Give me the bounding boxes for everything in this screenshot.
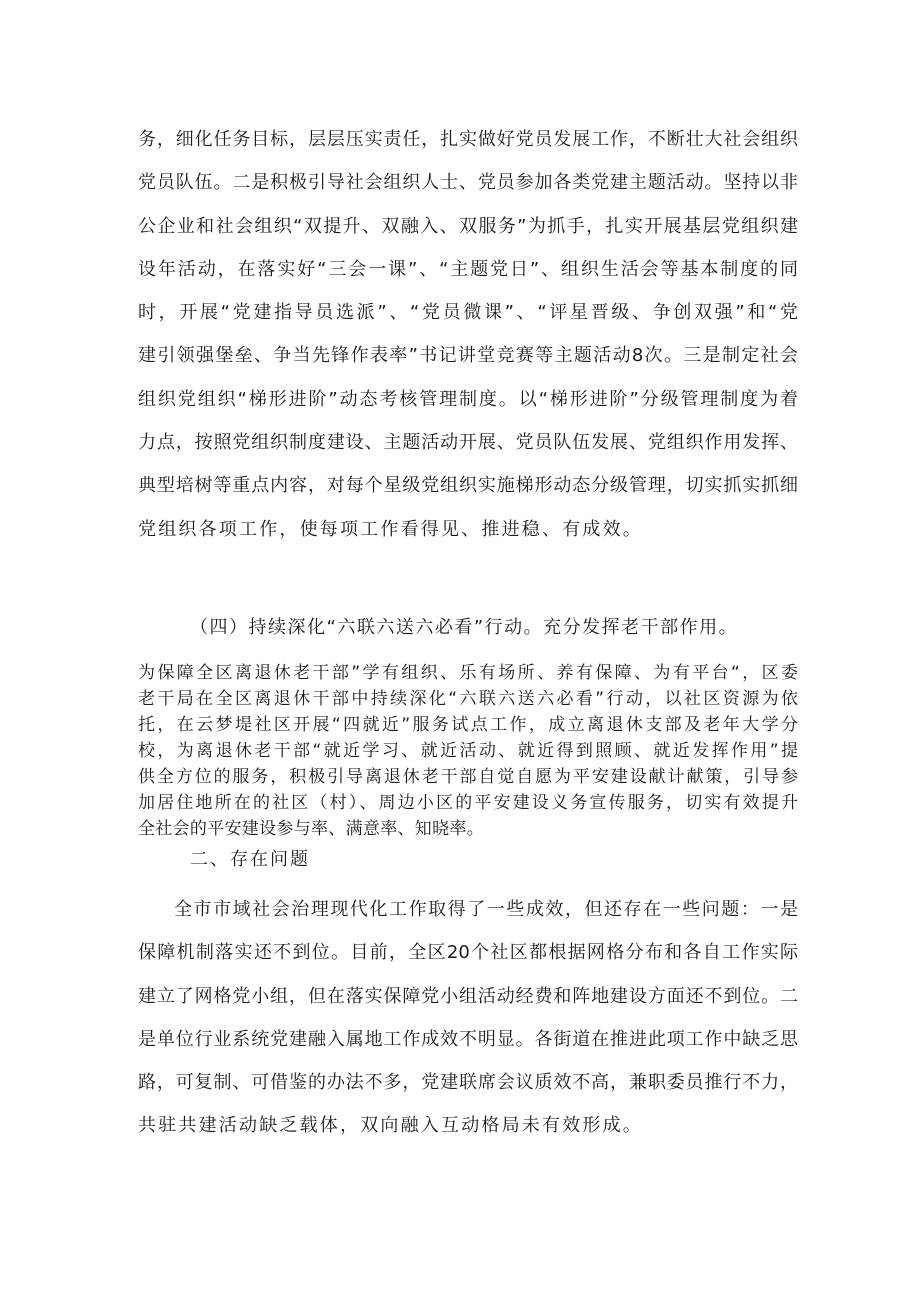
text-line: 全市市域社会治理现代化工作取得了一些成效，但还存在一些问题：一是: [174, 899, 798, 920]
text-line: 党组织各项工作，使每项工作看得见、推进稳、有成效。: [138, 518, 643, 540]
text-line: 为保障全区离退休老干部”学有组织、乐有场所、养有保障、为有平台“，区委: [138, 663, 798, 683]
text-line: 党员队伍。二是积极引导社会组织人士、党员参加各类党建主题活动。坚持以非: [138, 172, 798, 194]
text-line: 设年活动，在落实好“三会一课”、“主题党日”、组织生活会等基本制度的同: [138, 258, 798, 280]
text-line: 建立了网格党小组，但在落实保障党小组活动经费和阵地建设方面还不到位。二: [138, 985, 798, 1007]
text-line: 加居住地所在的社区（村）、周边小区的平安建设义务宣传服务，切实有效提升: [138, 793, 798, 813]
section-heading-problems: 二、存在问题: [190, 849, 310, 870]
text-line: 保障机制落实还不到位。目前，全区20个社区都根据网格分布和各自工作实际: [138, 942, 798, 964]
text-line: 公企业和社会组织“双提升、双融入、双服务”为抓手，扎实开展基层党组织建: [138, 215, 798, 237]
text-line: 是单位行业系统党建融入属地工作成效不明显。各街道在推进此项工作中缺乏思: [138, 1028, 798, 1050]
text-line: 校，为离退休老干部“就近学习、就近活动、就近得到照顾、就近发挥作用”提: [138, 741, 798, 761]
text-line: 老干局在全区离退休干部中持续深化“六联六送六必看”行动，以社区资源为依: [138, 689, 798, 709]
text-line: 时，开展“党建指导员选派”、“党员微课”、“评星晋级、争创双强”和“党: [138, 302, 798, 324]
section-heading-4: （四）持续深化“六联六送六必看”行动。充分发挥老干部作用。: [190, 617, 739, 638]
text-line: 建引领强堡垒、争当先锋作表率”书记讲堂竞赛等主题活动8次。三是制定社会: [138, 345, 798, 367]
text-line: 共驻共建活动缺乏载体，双向融入互动格局未有效形成。: [138, 1115, 643, 1137]
text-line: 务，细化任务目标，层层压实责任，扎实做好党员发展工作，不断壮大社会组织: [138, 129, 798, 150]
text-line: 路，可复制、可借鉴的办法不多，党建联席会议质效不高，兼职委员推行不力，: [138, 1072, 798, 1094]
paragraph-continuation: [138, 118, 798, 551]
text-line: 托，在云梦堤社区开展“四就近”服务试点工作，成立离退休支部及老年大学分: [138, 715, 798, 735]
text-line: 全社会的平安建设参与率、满意率、知晓率。: [138, 819, 484, 839]
text-line: 典型培树等重点内容，对每个星级党组织实施梯形动态分级管理，切实抓实抓细: [138, 475, 798, 497]
paragraph-problems: [138, 888, 798, 1148]
text-line: 力点，按照党组织制度建设、主题活动开展、党员队伍发展、党组织作用发挥、: [138, 432, 798, 454]
paragraph-veteran-cadres: [138, 660, 798, 842]
text-line: 组织党组织“梯形进阶”动态考核管理制度。以“梯形进阶”分级管理制度为着: [138, 388, 798, 410]
text-line: 供全方位的服务，积极引导离退休老干部自觉自愿为平安建设献计献策，引导参: [138, 767, 798, 787]
